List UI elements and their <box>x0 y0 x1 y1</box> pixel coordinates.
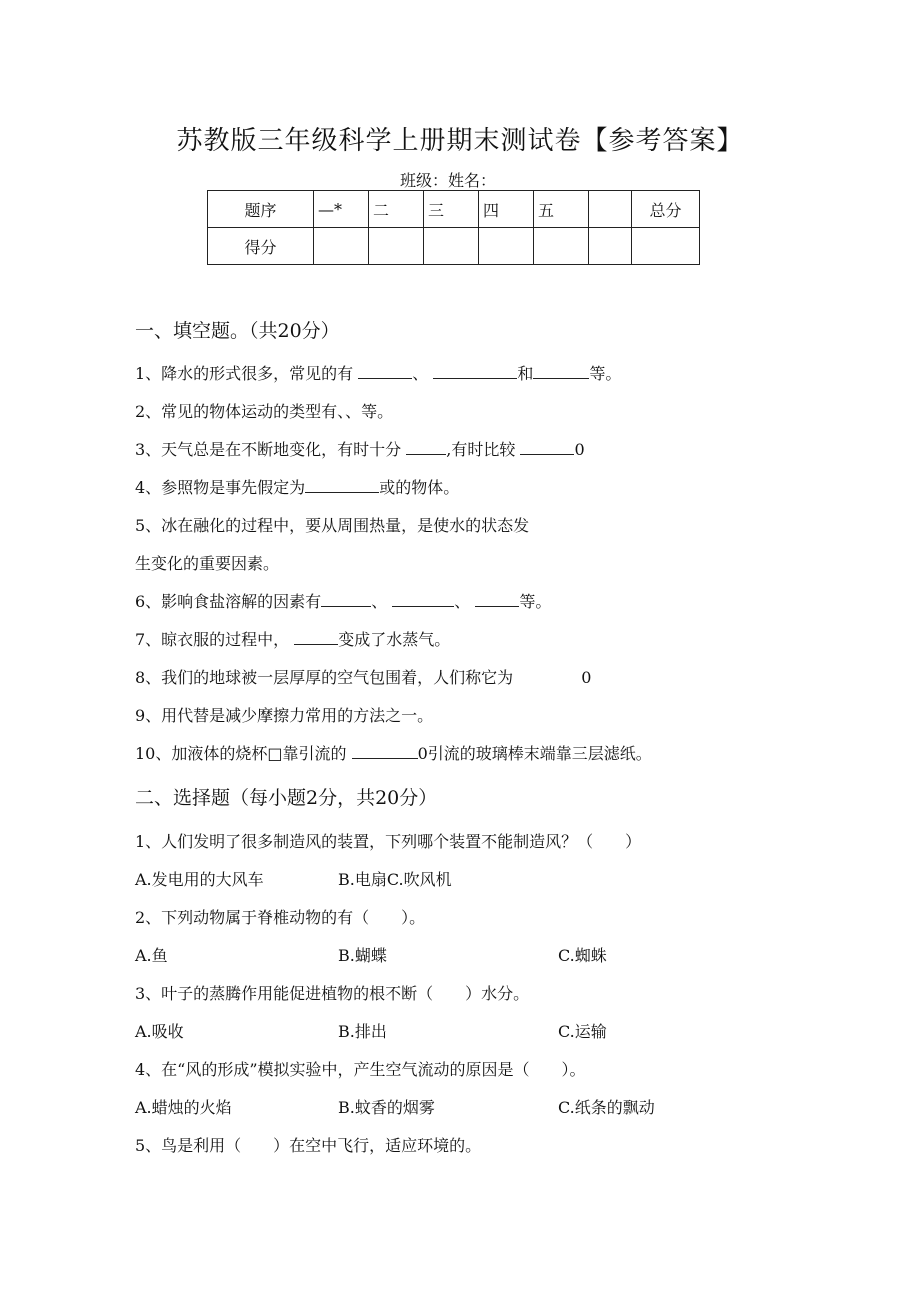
section2-heading: 二、选择题（每小题2分，共20分） <box>135 787 438 809</box>
fill-question-1 <box>135 361 621 384</box>
q4-text-b: 或的物体。 <box>379 478 460 497</box>
answer-blank <box>392 592 454 607</box>
q7-text-a: 7、晾衣服的过程中， <box>135 630 295 649</box>
q3-option-b: B.排出 <box>338 1022 387 1041</box>
q6-text-a: 6、影响食盐溶解的因素有 <box>135 592 322 611</box>
class-name-label: 班级：姓名： <box>400 171 497 190</box>
q1-text-c: 和 <box>517 364 534 383</box>
score-cell <box>479 228 534 265</box>
score-cell <box>369 228 424 265</box>
choice-question-2: 2、下列动物属于脊椎动物的有（ ）。 <box>135 908 426 927</box>
q1-text-b: 、 <box>412 364 434 383</box>
q2-option-b: B.蝴蝶 <box>338 946 387 965</box>
q3-text-b: ,有时比较 <box>446 440 521 459</box>
fill-question-5-line1: 5、冰在融化的过程中，要从周围热量，是使水的状态发 <box>135 516 530 535</box>
q7-text-b: 变成了水蒸气。 <box>338 630 451 649</box>
q4-option-b: B.蚊香的烟雾 <box>338 1098 435 1117</box>
q4-text-a: 4、参照物是事先假定为 <box>135 478 306 497</box>
q4-option-c: C.纸条的飘动 <box>558 1098 655 1117</box>
score-cell <box>424 228 479 265</box>
q10-text-a: 10、加液体的烧杯□靠引流的 <box>135 744 352 763</box>
score-cell <box>314 228 369 265</box>
page-title: 苏教版三年级科学上册期末测试卷【参考答案】 <box>176 126 744 156</box>
score-header-cell: 五 <box>534 191 589 228</box>
q3-text-c: 0 <box>574 440 585 459</box>
fill-question-8 <box>135 665 591 688</box>
fill-question-6 <box>135 589 551 612</box>
choice-question-5: 5、鸟是利用（ ）在空中飞行，适应环境的。 <box>135 1136 482 1155</box>
q3-option-c: C.运输 <box>558 1022 607 1041</box>
score-table-header-row <box>208 191 700 228</box>
score-cell <box>632 228 700 265</box>
answer-blank <box>533 364 589 379</box>
fill-question-2: 2、常见的物体运动的类型有、、等。 <box>135 402 394 421</box>
q1-options-bc: B.电扇C.吹风机 <box>338 870 452 889</box>
answer-blank <box>520 440 574 455</box>
answer-blank <box>433 364 517 379</box>
score-header-cell <box>589 191 632 228</box>
q1-text-a: 1、降水的形式很多，常见的有 <box>135 364 359 383</box>
q3-text-a: 3、天气总是在不断地变化，有时十分 <box>135 440 407 459</box>
q1-text-d: 等。 <box>589 364 622 383</box>
choice-question-1: 1、人们发明了很多制造风的装置，下列哪个装置不能制造风？（ ） <box>135 832 642 851</box>
score-header-cell: —* <box>314 191 369 228</box>
section1-heading: 一、填空题。（共20分） <box>135 320 340 342</box>
score-header-cell: 四 <box>479 191 534 228</box>
answer-blank <box>305 478 379 493</box>
q6-text-c: 、 <box>454 592 476 611</box>
q10-text-b: 0引流的玻璃棒末端靠三层滤纸。 <box>417 744 652 763</box>
choice-question-3: 3、叶子的蒸腾作用能促进植物的根不断（ ）水分。 <box>135 984 530 1003</box>
score-row-label: 得分 <box>208 228 314 265</box>
q8-text-b: 0 <box>581 668 592 687</box>
q6-text-d: 等。 <box>519 592 552 611</box>
fill-question-4 <box>135 475 459 498</box>
score-table-score-row <box>208 228 700 265</box>
score-header-cell: 总分 <box>632 191 700 228</box>
fill-question-7 <box>135 627 450 650</box>
score-table <box>207 190 700 265</box>
score-header-cell: 二 <box>369 191 424 228</box>
fill-question-5-line2: 生变化的重要因素。 <box>135 554 280 573</box>
fill-question-10 <box>135 741 652 764</box>
q6-text-b: 、 <box>371 592 393 611</box>
q2-option-a: A.鱼 <box>135 946 168 965</box>
score-cell <box>534 228 589 265</box>
answer-blank <box>321 592 371 607</box>
fill-question-3 <box>135 437 585 460</box>
answer-blank <box>406 440 446 455</box>
answer-blank <box>352 744 418 759</box>
answer-blank <box>294 630 338 645</box>
fill-question-9: 9、用代替是减少摩擦力常用的方法之一。 <box>135 706 434 725</box>
score-header-cell: 三 <box>424 191 479 228</box>
q8-text-a: 8、我们的地球被一层厚厚的空气包围着，人们称它为 <box>135 668 514 687</box>
score-header-cell: 题序 <box>208 191 314 228</box>
q1-option-a: A.发电用的大风车 <box>135 870 264 889</box>
q2-option-c: C.蜘蛛 <box>558 946 607 965</box>
answer-blank <box>358 364 412 379</box>
answer-blank <box>475 592 519 607</box>
q3-option-a: A.吸收 <box>135 1022 184 1041</box>
q4-option-a: A.蜡烛的火焰 <box>135 1098 232 1117</box>
score-cell <box>589 228 632 265</box>
choice-question-4: 4、在“风的形成”模拟实验中，产生空气流动的原因是（ ）。 <box>135 1060 586 1079</box>
